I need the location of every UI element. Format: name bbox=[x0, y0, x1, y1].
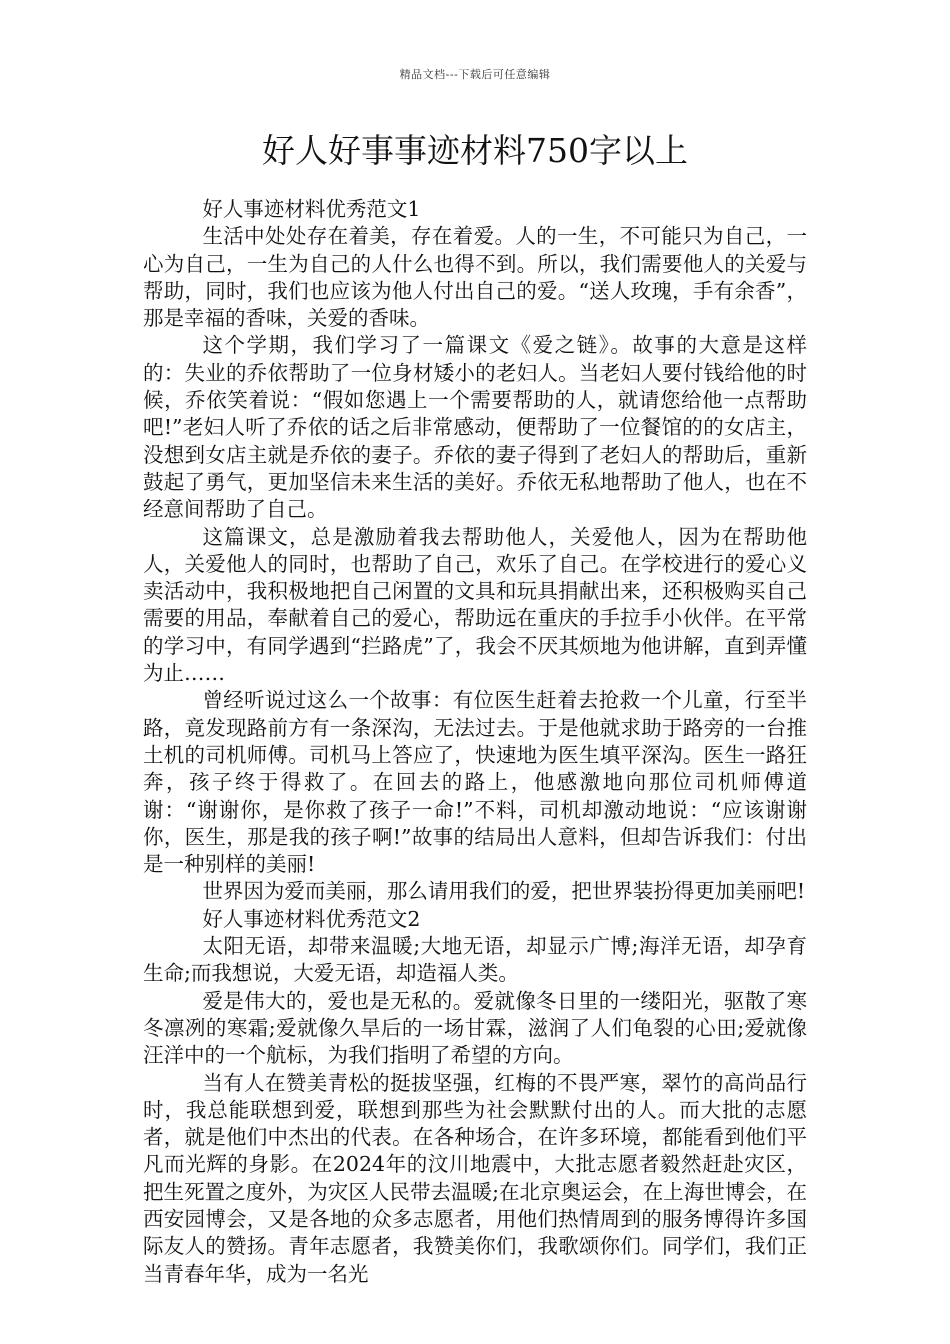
document-title: 好人好事事迹材料750字以上 bbox=[262, 131, 688, 170]
paragraph: 太阳无语，却带来温暖;大地无语，却显示广博;海洋无语，却孕育生命;而我想说，大爱无语，却造福人类。 bbox=[143, 934, 807, 986]
paragraph: 生活中处处存在着美，存在着爱。人的一生，不可能只为自己，一心为自己，一生为自己的人什么也得不到。所以，我们需要他人的关爱与帮助，同时，我们也应该为他人付出自己的爱。“送人玫瑰，手有余香”，那是幸福的香味，关爱的香味。 bbox=[143, 224, 807, 331]
section-heading: 好人事迹材料优秀范文1 bbox=[202, 197, 421, 221]
section-heading: 好人事迹材料优秀范文2 bbox=[202, 906, 421, 931]
paragraph: 曾经听说过这么一个故事：有位医生赶着去抢救一个儿童，行至半路，竟发现路前方有一条深沟，无法过去。于是他就求助于路旁的一台推土机的司机师傅。司机马上答应了，快速地为医生填平深沟。医生一路狂奔，孩子终于得救了。在回去的路上，他感激地向那位司机师傅道谢：“谢谢你，是你救了孩子一命!”不料，司机却激动地说：“应该谢谢你，医生，那是我的孩子啊!”故事的结局出人意料，但却告诉我们：付出是一种别样的美丽! bbox=[143, 688, 807, 877]
paragraph: 这个学期，我们学习了一篇课文《爱之链》。故事的大意是这样的：失业的乔依帮助了一位身材矮小的老妇人。当老妇人要付钱给他的时候，乔依笑着说：“假如您遇上一个需要帮助的人，就请您给他一点帮助吧!”老妇人听了乔依的话之后非常感动，便帮助了一位餐馆的的女店主，没想到女店主就是乔依的妻子。乔依的妻子得到了老妇人的帮助后，重新鼓起了勇气，更加坚信未来生活的美好。乔依无私地帮助了他人，也在不经意间帮助了自己。 bbox=[143, 333, 807, 522]
paragraph: 当有人在赞美青松的挺拔坚强，红梅的不畏严寒，翠竹的高尚品行时，我总能联想到爱，联想到那些为社会默默付出的人。而大批的志愿者，就是他们中杰出的代表。在各种场合，在许多环境，都能看到他们平凡而光辉的身影。在2024年的汶川地震中，大批志愿者毅然赶赴灾区，把生死置之度外，为灾区人民带去温暖;在北京奥运会，在上海世博会，在西安园博会，又是各地的众多志愿者，用他们热情周到的服务博得许多国际友人的赞扬。青年志愿者，我赞美你们，我歌颂你们。同学们，我们正当青春年华，成为一名光 bbox=[143, 1070, 807, 1286]
document-body bbox=[143, 196, 807, 1288]
paragraph: 这篇课文，总是激励着我去帮助他人，关爱他人，因为在帮助他人，关爱他人的同时，也帮助了自己，欢乐了自己。在学校进行的爱心义卖活动中，我积极地把自己闲置的文具和玩具捐献出来，还积极购买自己需要的用品，奉献着自己的爱心，帮助远在重庆的手拉手小伙伴。在平常的学习中，有同学遇到“拦路虎”了，我会不厌其烦地为他讲解，直到弄懂为止…… bbox=[143, 524, 807, 686]
paragraph: 爱是伟大的，爱也是无私的。爱就像冬日里的一缕阳光，驱散了寒冬凛冽的寒霜;爱就像久旱后的一场甘霖，滋润了人们龟裂的心田;爱就像汪洋中的一个航标，为我们指明了希望的方向。 bbox=[143, 988, 807, 1068]
page-header: 精品文档---下载后可任意编辑 bbox=[399, 68, 551, 81]
paragraph: 世界因为爱而美丽，那么请用我们的爱，把世界装扮得更加美丽吧! bbox=[202, 879, 806, 904]
